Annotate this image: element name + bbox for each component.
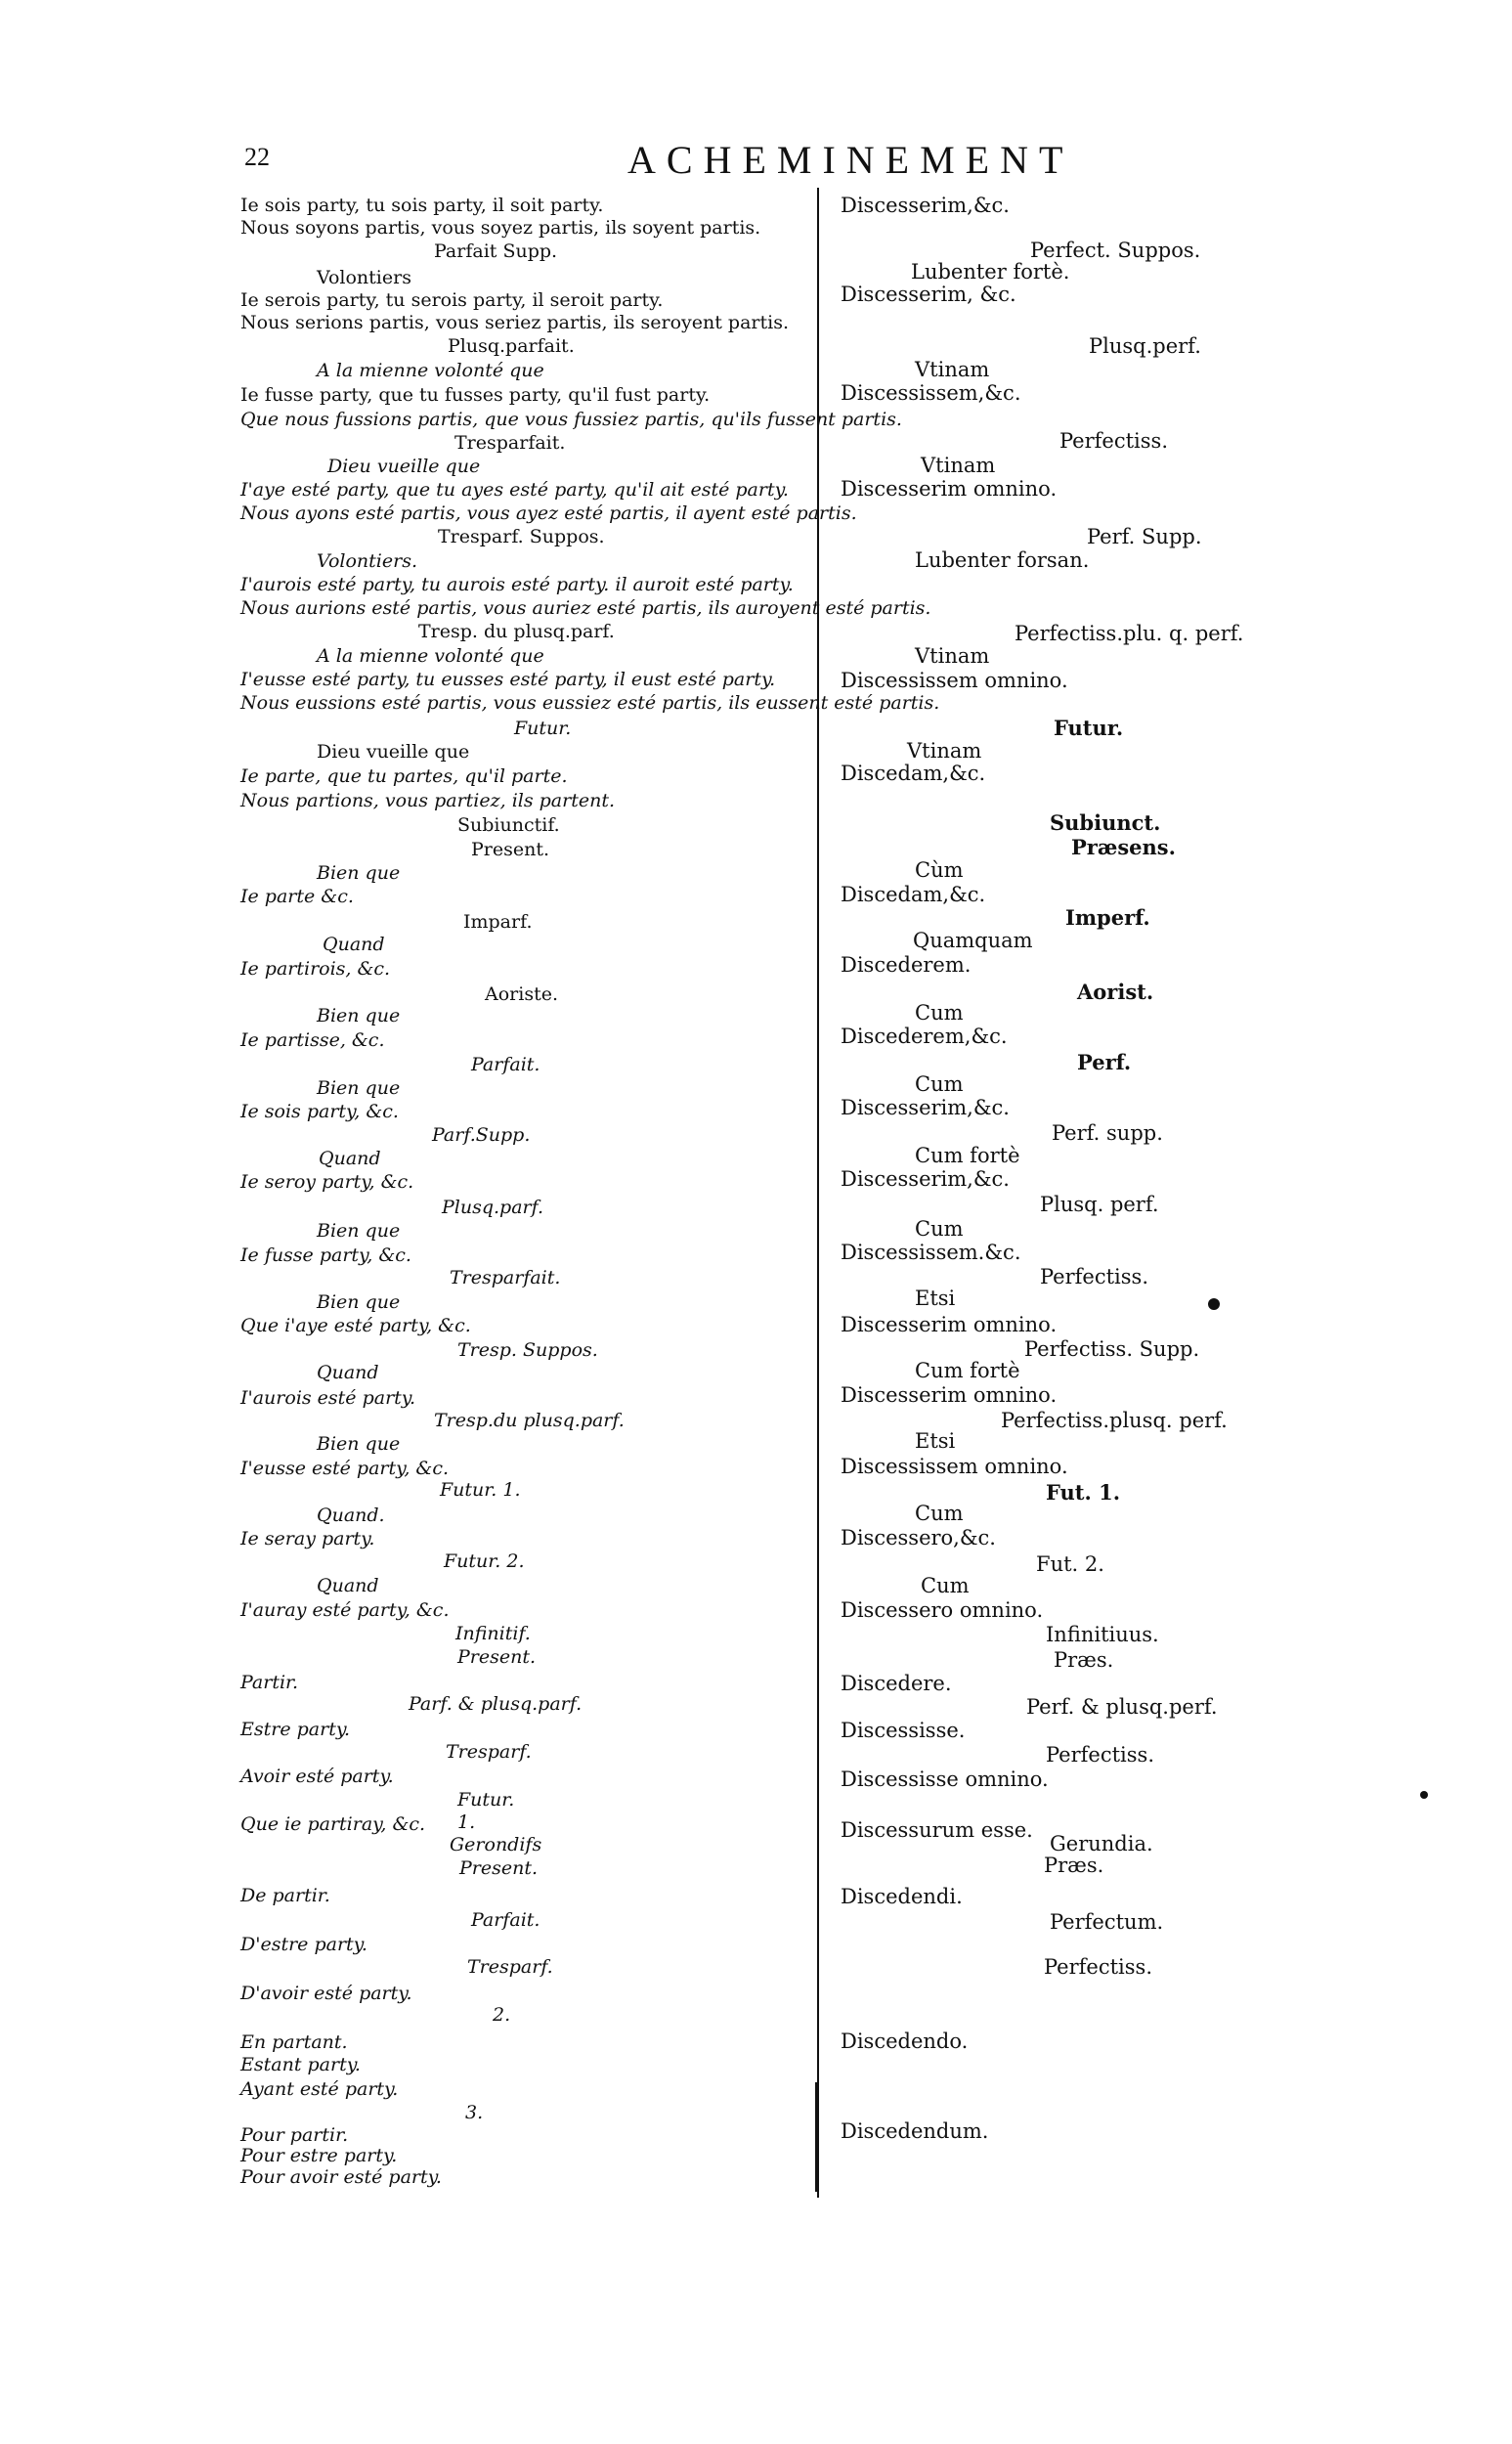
ink-speck [1208, 1298, 1220, 1310]
latin-text-line: Discedere. [841, 1672, 952, 1695]
french-text-line: Parfait Supp. [434, 240, 558, 262]
latin-text-line: Perf. supp. [1052, 1121, 1163, 1145]
latin-text-line: Lubenter fortè. [911, 260, 1070, 284]
latin-text-line: Fut. 2. [1036, 1552, 1104, 1576]
french-text-line: Tresparf. Suppos. [438, 526, 605, 547]
latin-text-line: Præs. [1054, 1648, 1114, 1672]
french-text-line: Subiunctif. [457, 814, 560, 836]
french-text-line: Aoriste. [485, 983, 558, 1005]
latin-text-line: Vtinam [915, 358, 990, 381]
french-text-line: Present. [459, 1857, 539, 1879]
french-text-line: Estant party. [240, 2054, 361, 2075]
french-text-line: Futur. 2. [444, 1550, 525, 1572]
latin-text-line: Discesserim omnino. [841, 1313, 1058, 1336]
latin-text-line: Discesserim,&c. [841, 1167, 1010, 1191]
ink-speck [1420, 1791, 1428, 1799]
latin-text-line: Infinitiuus. [1046, 1623, 1159, 1646]
latin-text-line: Cum [915, 1502, 964, 1525]
latin-text-line: Discedendum. [841, 2119, 989, 2143]
latin-text-line: Discedam,&c. [841, 762, 986, 785]
latin-text-line: Perfectiss. [1059, 429, 1168, 453]
french-text-line: Parf.Supp. [432, 1124, 531, 1146]
french-text-line: Futur. [457, 1789, 515, 1811]
french-text-line: Nous partions, vous partiez, ils partent. [240, 790, 616, 811]
page-number: 22 [244, 143, 270, 171]
french-text-line: Partir. [240, 1672, 299, 1693]
french-text-line: Bien que [317, 1077, 401, 1099]
latin-text-line: Etsi [915, 1287, 956, 1310]
french-text-line: Bien que [317, 1291, 401, 1313]
french-text-line: Ie parte &c. [240, 886, 354, 907]
french-text-line: I'auray esté party, &c. [240, 1599, 450, 1621]
french-text-line: Quand [319, 1148, 381, 1169]
french-text-line: Estre party. [240, 1719, 351, 1740]
latin-text-line: Plusq. perf. [1040, 1193, 1159, 1216]
french-text-line: Avoir esté party. [240, 1766, 394, 1787]
latin-text-line: Perf. [1077, 1050, 1132, 1074]
french-text-line: Parfait. [471, 1909, 540, 1931]
french-text-line: Pour avoir esté party. [240, 2166, 442, 2188]
french-text-line: I'aurois esté party, tu aurois esté party. il auroit esté party. [240, 574, 794, 595]
french-text-line: Que nous fussions partis, que vous fussiez partis, qu'ils fussent partis. [240, 409, 902, 430]
french-text-line: Bien que [317, 862, 401, 884]
french-text-line: I'eusse esté party, tu eusses esté party, il eust esté party. [240, 669, 776, 690]
latin-text-line: Quamquam [913, 929, 1033, 952]
french-text-line: Futur. 1. [440, 1479, 521, 1501]
latin-text-line: Perfectiss. [1044, 1955, 1152, 1979]
french-text-line: A la mienne volonté que [317, 360, 544, 381]
latin-text-line: Vtinam [921, 454, 996, 477]
french-text-line: Plusq.parf. [442, 1197, 544, 1218]
french-text-line: Tresparfait. [450, 1267, 561, 1288]
latin-text-line: Gerundia. [1050, 1832, 1153, 1855]
french-text-line: Ayant esté party. [240, 2078, 399, 2100]
french-text-line: Que ie partiray, &c. [240, 1813, 426, 1835]
french-text-line: Ie partisse, &c. [240, 1029, 385, 1051]
french-text-line: Ie parte, que tu partes, qu'il parte. [240, 765, 568, 787]
latin-text-line: Cùm [915, 858, 964, 882]
french-text-line: Ie fusse party, que tu fusses party, qu'il fust party. [240, 384, 711, 406]
latin-text-line: Perf. & plusq.perf. [1026, 1695, 1218, 1719]
column-divider [817, 188, 819, 2198]
running-head: ACHEMINEMENT [627, 138, 1074, 182]
latin-text-line: Discessero omnino. [841, 1598, 1044, 1622]
french-text-line: Dieu vueille que [327, 456, 481, 477]
french-text-line: Bien que [317, 1005, 401, 1026]
latin-text-line: Discessurum esse. [841, 1818, 1033, 1842]
latin-text-line: Cum [921, 1574, 970, 1597]
latin-text-line: Discessisse omnino. [841, 1768, 1049, 1791]
french-text-line: Imparf. [463, 911, 533, 933]
latin-text-line: Discessero,&c. [841, 1526, 996, 1549]
french-text-line: Nous serions partis, vous seriez partis, ils seroyent partis. [240, 312, 790, 333]
french-text-line: I'eusse esté party, &c. [240, 1458, 449, 1479]
column-divider-thick [815, 2082, 819, 2192]
french-text-line: Pour estre party. [240, 2145, 398, 2166]
latin-text-line: Perfect. Suppos. [1030, 239, 1201, 262]
latin-text-line: Cum fortè [915, 1359, 1020, 1382]
latin-text-line: Cum [915, 1072, 964, 1096]
latin-text-line: Discessissem,&c. [841, 381, 1021, 405]
french-text-line: D'avoir esté party. [240, 1983, 412, 2004]
latin-text-line: Discederem,&c. [841, 1025, 1008, 1048]
french-text-line: Ie sois party, &c. [240, 1101, 399, 1122]
french-text-line: Futur. [514, 718, 572, 739]
latin-text-line: Discessissem omnino. [841, 1455, 1068, 1478]
latin-text-line: Discederem. [841, 953, 972, 977]
french-text-line: Dieu vueille que [317, 741, 470, 763]
latin-text-line: Lubenter forsan. [915, 548, 1090, 572]
french-text-line: I'aye esté party, que tu ayes esté party, qu'il ait esté party. [240, 479, 789, 501]
french-text-line: Parfait. [471, 1054, 540, 1075]
latin-text-line: Discesserim omnino. [841, 1383, 1058, 1407]
latin-text-line: Plusq.perf. [1089, 334, 1201, 358]
french-text-line: Ie seroy party, &c. [240, 1171, 414, 1193]
french-text-line: Nous aurions esté partis, vous auriez esté partis, ils auroyent esté partis. [240, 597, 931, 619]
latin-text-line: Futur. [1054, 716, 1124, 740]
french-text-line: Gerondifs [450, 1834, 542, 1855]
latin-text-line: Vtinam [915, 644, 990, 668]
latin-text-line: Perfectiss. [1046, 1743, 1154, 1767]
latin-text-line: Fut. 1. [1046, 1480, 1121, 1505]
latin-text-line: Perfectiss. Supp. [1024, 1337, 1200, 1361]
french-text-line: Pour partir. [240, 2124, 349, 2146]
latin-text-line: Discesserim omnino. [841, 477, 1058, 501]
latin-text-line: Perfectiss.plusq. perf. [1001, 1409, 1228, 1432]
french-text-line: Quand. [317, 1505, 385, 1526]
latin-text-line: Præs. [1044, 1854, 1104, 1877]
french-text-line: 2. [493, 2004, 511, 2026]
latin-text-line: Discedendi. [841, 1885, 963, 1908]
french-text-line: En partant. [240, 2031, 348, 2053]
latin-text-line: Discessisse. [841, 1719, 966, 1742]
french-text-line: Tresp.du plusq.parf. [434, 1410, 625, 1431]
french-text-line: Tresp. du plusq.parf. [418, 621, 615, 642]
latin-text-line: Etsi [915, 1429, 956, 1453]
latin-text-line: Discesserim,&c. [841, 194, 1010, 217]
latin-text-line: Imperf. [1065, 905, 1150, 930]
french-text-line: Bien que [317, 1220, 401, 1242]
latin-text-line: Discedam,&c. [841, 883, 986, 906]
french-text-line: Present. [457, 1646, 537, 1668]
latin-text-line: Perfectiss.plu. q. perf. [1015, 622, 1244, 645]
french-text-line: De partir. [240, 1885, 330, 1906]
french-text-line: Tresp. Suppos. [457, 1339, 598, 1361]
french-text-line: Bien que [317, 1433, 401, 1455]
french-text-line: Volontiers. [317, 550, 417, 572]
latin-text-line: Discessissem omnino. [841, 669, 1068, 692]
french-text-line: Ie seray party. [240, 1528, 375, 1549]
french-text-line: Parf. & plusq.parf. [409, 1693, 583, 1715]
french-text-line: Tresparf. [467, 1956, 553, 1978]
latin-text-line: Discedendo. [841, 2029, 969, 2053]
french-text-line: Plusq.parfait. [448, 335, 575, 357]
french-text-line: Quand [317, 1575, 379, 1596]
latin-text-line: Discesserim, &c. [841, 283, 1016, 306]
french-text-line: Ie serois party, tu serois party, il seroit party. [240, 289, 664, 311]
latin-text-line: Perf. Supp. [1087, 525, 1202, 548]
french-text-line: Nous soyons partis, vous soyez partis, ils soyent partis. [240, 217, 761, 239]
french-text-line: Tresparf. [446, 1741, 532, 1763]
french-text-line: D'estre party. [240, 1934, 367, 1955]
french-text-line: 3. [465, 2102, 484, 2123]
latin-text-line: Perfectiss. [1040, 1265, 1148, 1288]
french-text-line: Quand [317, 1362, 379, 1383]
french-text-line: Que i'aye esté party, &c. [240, 1315, 471, 1336]
latin-text-line: Vtinam [907, 739, 982, 763]
latin-text-line: Præsens. [1071, 835, 1176, 859]
french-text-line: Infinitif. [455, 1623, 531, 1644]
french-text-line: Volontiers [317, 267, 411, 288]
french-text-line: A la mienne volonté que [317, 645, 544, 667]
french-text-line: Tresparfait. [454, 432, 566, 454]
french-text-line: Ie sois party, tu sois party, il soit party. [240, 195, 604, 216]
latin-text-line: Cum [915, 1001, 964, 1025]
latin-text-line: Perfectum. [1050, 1910, 1164, 1934]
french-text-line: I'aurois esté party. [240, 1387, 416, 1409]
latin-text-line: Cum [915, 1217, 964, 1241]
latin-text-line: Subiunct. [1050, 810, 1161, 835]
french-text-line: 1. [457, 1811, 476, 1833]
french-text-line: Ie fusse party, &c. [240, 1244, 411, 1266]
latin-text-line: Discesserim,&c. [841, 1096, 1010, 1119]
french-text-line: Quand [323, 934, 385, 955]
french-text-line: Present. [471, 839, 550, 860]
french-text-line: Nous eussions esté partis, vous eussiez esté partis, ils eussent esté partis. [240, 692, 940, 714]
latin-text-line: Cum fortè [915, 1144, 1020, 1167]
latin-text-line: Aorist. [1077, 980, 1154, 1004]
french-text-line: Ie partirois, &c. [240, 958, 391, 980]
french-text-line: Nous ayons esté partis, vous ayez esté partis, il ayent esté partis. [240, 502, 857, 524]
latin-text-line: Discessissem.&c. [841, 1241, 1021, 1264]
